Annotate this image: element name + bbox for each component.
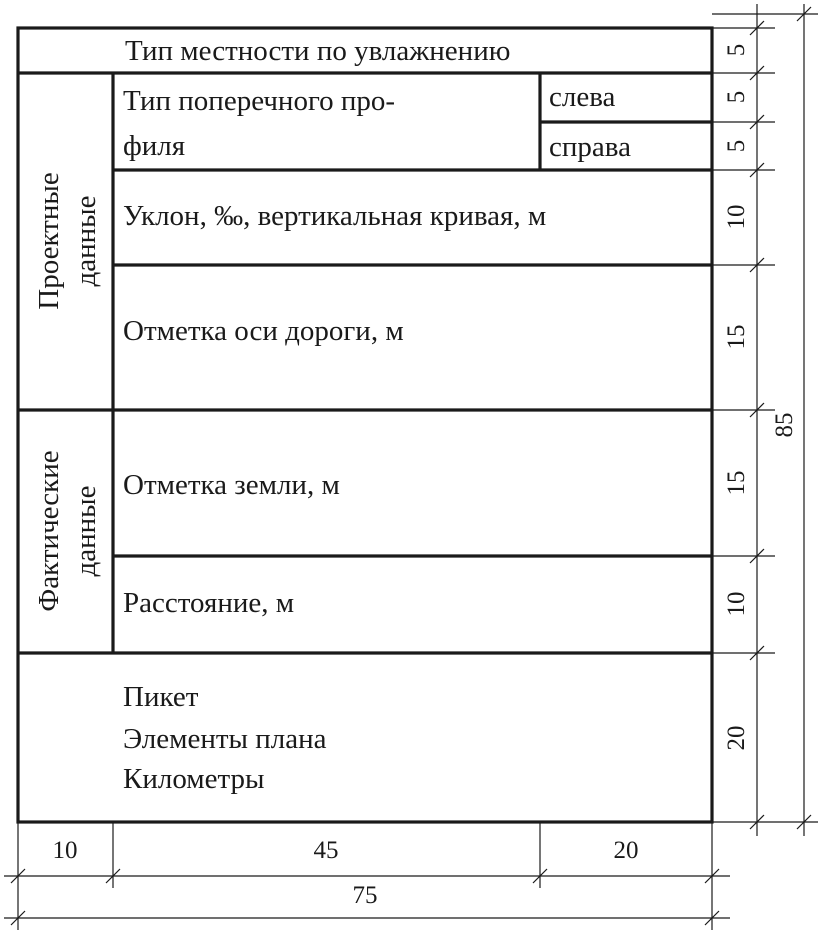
width-first: 10 [52,837,78,864]
left-side-label: слева [549,81,616,113]
height-distance: 10 [723,591,750,617]
cross-profile-label-line2: филя [123,130,186,162]
design-data-label-line1: Проектные [33,172,65,310]
height-picket: 20 [723,725,750,751]
height-moisture: 5 [723,43,750,57]
design-data-label-line2: данные [70,195,102,287]
ground-mark-label: Отметка земли, м [123,469,340,501]
width-second: 45 [313,837,339,864]
picket-label: Пикет [123,681,199,713]
right-side-label: справа [549,131,631,163]
actual-data-label-line1: Фактические [33,450,65,612]
width-total: 75 [352,882,378,909]
actual-data-label-line2: данные [70,485,102,577]
plan-elements-label: Элементы плана [123,723,327,755]
moisture-type-label: Тип местности по увлажнению [125,35,511,67]
kilometers-label: Километры [123,763,265,795]
height-ground: 15 [723,470,750,496]
width-third: 20 [613,837,639,864]
height-total: 85 [771,412,798,438]
height-axis: 15 [723,324,750,350]
height-slope: 10 [723,204,750,230]
cross-profile-label-line1: Тип поперечного про- [123,85,396,117]
distance-label: Расстояние, м [123,587,295,619]
slope-label: Уклон, ‰, вертикальная кривая, м [123,200,547,232]
height-right: 5 [723,139,750,153]
axis-mark-label: Отметка оси дороги, м [123,315,404,347]
height-left: 5 [723,90,750,104]
